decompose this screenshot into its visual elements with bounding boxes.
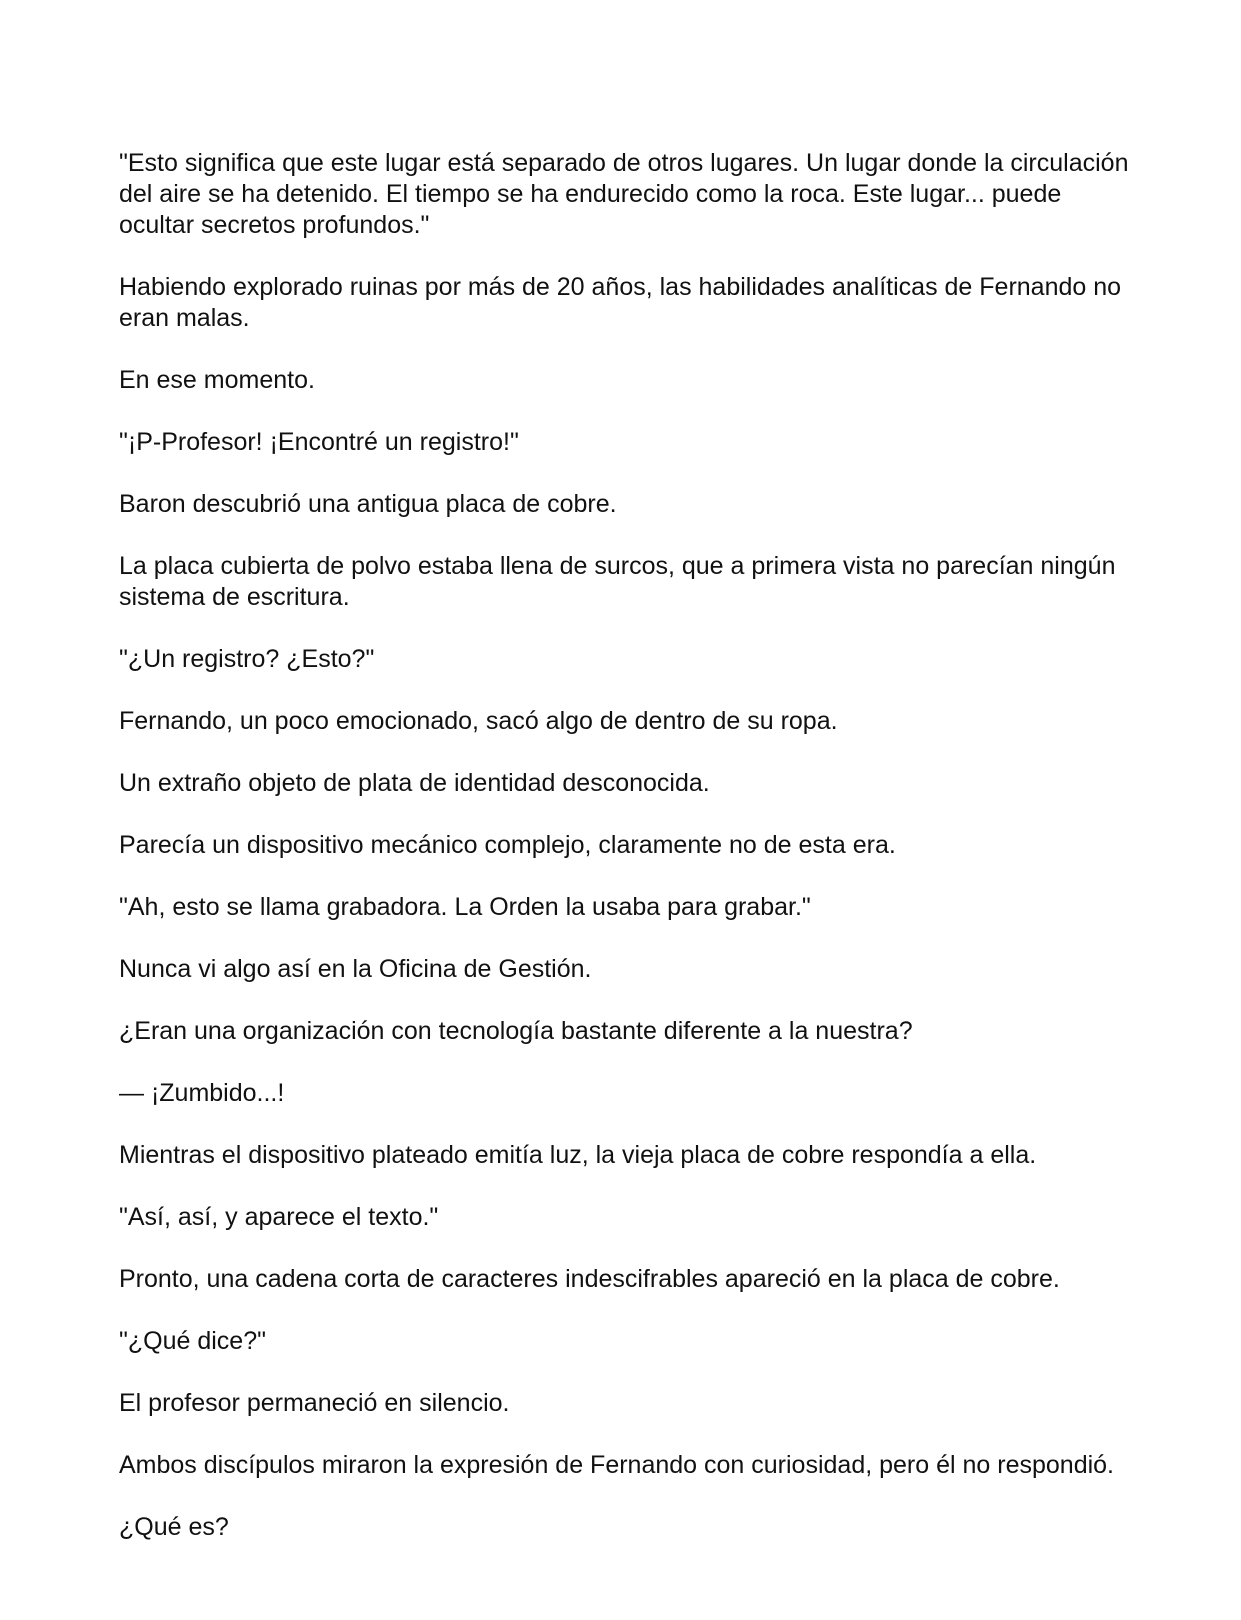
paragraph: Un extraño objeto de plata de identidad desconocida. <box>119 769 710 797</box>
paragraph: Ambos discípulos miraron la expresión de Fernando con curiosidad, pero él no respondió. <box>119 1451 1115 1479</box>
paragraph: "Esto significa que este lugar está separado de otros lugares. Un lugar donde la circulación del aire se ha detenido. El tiempo se ha endurecido como la roca. Este lugar... puede ocultar secretos profundos." <box>119 149 1136 239</box>
paragraph: En ese momento. <box>119 366 315 394</box>
paragraph: Mientras el dispositivo plateado emitía luz, la vieja placa de cobre respondía a ella. <box>119 1141 1037 1169</box>
paragraph: Parecía un dispositivo mecánico complejo, claramente no de esta era. <box>119 831 896 859</box>
paragraph: Pronto, una cadena corta de caracteres indescifrables apareció en la placa de cobre. <box>119 1265 1060 1293</box>
paragraph: Habiendo explorado ruinas por más de 20 años, las habilidades analíticas de Fernando no eran malas. <box>119 273 1129 332</box>
paragraph: "¡P-Profesor! ¡Encontré un registro!" <box>119 428 519 456</box>
paragraph: "¿Un registro? ¿Esto?" <box>119 645 375 673</box>
paragraph: El profesor permaneció en silencio. <box>119 1389 510 1417</box>
paragraph: Baron descubrió una antigua placa de cobre. <box>119 490 617 518</box>
paragraph: "Ah, esto se llama grabadora. La Orden la usaba para grabar." <box>119 893 811 921</box>
paragraph: ¿Eran una organización con tecnología bastante diferente a la nuestra? <box>119 1017 913 1045</box>
document-body <box>119 148 1136 1574</box>
paragraph: Nunca vi algo así en la Oficina de Gestión. <box>119 955 592 983</box>
paragraph: "¿Qué dice?" <box>119 1327 266 1355</box>
paragraph: "Así, así, y aparece el texto." <box>119 1203 439 1231</box>
paragraph: — ¡Zumbido...! <box>119 1079 285 1107</box>
paragraph: Fernando, un poco emocionado, sacó algo de dentro de su ropa. <box>119 707 838 735</box>
paragraph: ¿Qué es? <box>119 1513 229 1541</box>
paragraph: La placa cubierta de polvo estaba llena de surcos, que a primera vista no parecían ningún sistema de escritura. <box>119 552 1123 611</box>
